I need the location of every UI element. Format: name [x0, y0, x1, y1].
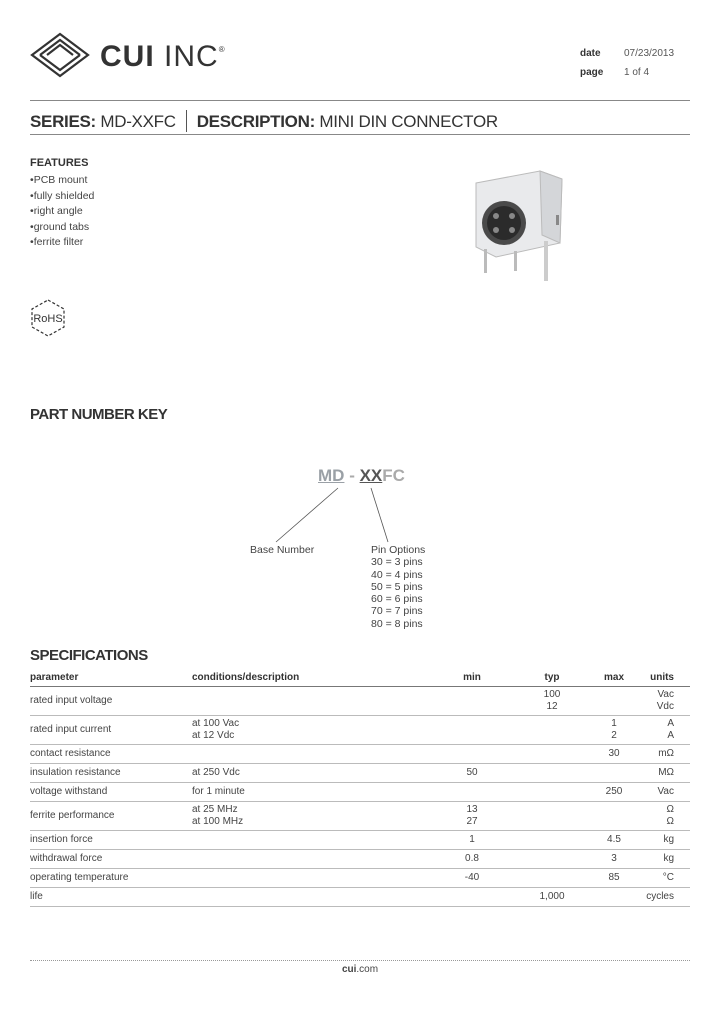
company-logo-text [100, 40, 226, 74]
feature-item: • fully shielded [30, 189, 94, 205]
spec-cell-parameter: contact resistance [30, 745, 192, 764]
spec-row [30, 687, 690, 716]
spec-cell-parameter: rated input current [30, 716, 192, 745]
spec-cell-conditions [192, 687, 422, 716]
footer-divider [30, 960, 690, 961]
spec-cell-typ: 100 12 [522, 687, 582, 716]
spec-cell-min: 13 27 [422, 802, 522, 831]
pin-leader-line [371, 488, 388, 542]
date-value: 07/23/2013 [624, 48, 675, 59]
col-min: min [422, 668, 522, 687]
spec-cell-min [422, 745, 522, 764]
spec-cell-conditions: at 25 MHz at 100 MHz [192, 802, 422, 831]
spec-cell-min: 50 [422, 764, 522, 783]
footer-rest: .com [356, 964, 379, 975]
description-label: DESCRIPTION: [196, 112, 315, 131]
part-fc: FC [382, 466, 405, 485]
spec-cell-conditions: for 1 minute [192, 783, 422, 802]
spec-cell-max [582, 764, 646, 783]
spec-cell-min [422, 687, 522, 716]
spec-body [30, 687, 690, 907]
spec-cell-max [582, 888, 646, 907]
spec-cell-min: 0.8 [422, 850, 522, 869]
spec-cell-conditions [192, 888, 422, 907]
part-number-example [318, 466, 405, 486]
spec-cell-parameter: withdrawal force [30, 850, 192, 869]
spec-row [30, 764, 690, 783]
spec-row [30, 745, 690, 764]
spec-cell-typ [522, 764, 582, 783]
rohs-label: RoHS [33, 313, 63, 325]
specifications-table [30, 668, 690, 907]
spec-cell-max: 30 [582, 745, 646, 764]
spec-cell-parameter: operating temperature [30, 869, 192, 888]
col-max: max [582, 668, 646, 687]
spec-cell-max: 3 [582, 850, 646, 869]
col-parameter: parameter [30, 668, 192, 687]
rohs-badge-icon [28, 298, 68, 338]
spec-cell-units: Ω Ω [646, 802, 690, 831]
spec-cell-units: A A [646, 716, 690, 745]
pin-option: 40 = 4 pins [371, 568, 423, 581]
spec-cell-max: 250 [582, 783, 646, 802]
feature-item: • ground tabs [30, 220, 94, 236]
spec-cell-typ [522, 850, 582, 869]
spec-cell-units: kg [646, 831, 690, 850]
spec-cell-parameter: rated input voltage [30, 687, 192, 716]
pin-option: 80 = 8 pins [371, 617, 423, 630]
spec-row [30, 869, 690, 888]
features-section [30, 157, 94, 251]
spec-cell-min [422, 783, 522, 802]
col-typ: typ [522, 668, 582, 687]
spec-cell-parameter: ferrite performance [30, 802, 192, 831]
spec-cell-conditions: at 100 Vac at 12 Vdc [192, 716, 422, 745]
spec-cell-max [582, 687, 646, 716]
header-rule-top [30, 100, 690, 101]
pin-options-heading: Pin Options [371, 544, 426, 556]
spec-cell-units: mΩ [646, 745, 690, 764]
spec-cell-typ [522, 869, 582, 888]
pin-option: 60 = 6 pins [371, 593, 423, 606]
pin-option: 30 = 3 pins [371, 556, 423, 569]
spec-cell-units: Vac Vdc [646, 687, 690, 716]
base-number-label: Base Number [250, 544, 315, 556]
spec-cell-parameter: insertion force [30, 831, 192, 850]
pin-option: 70 = 7 pins [371, 605, 423, 618]
spec-cell-max: 4.5 [582, 831, 646, 850]
spec-cell-units: Vac [646, 783, 690, 802]
logo-bold: CUI [100, 40, 155, 73]
feature-item: • PCB mount [30, 173, 94, 189]
spec-cell-max: 85 [582, 869, 646, 888]
spec-cell-typ [522, 802, 582, 831]
spec-cell-min: 1 [422, 831, 522, 850]
spec-cell-units: °C [646, 869, 690, 888]
pin-options-block [371, 544, 425, 630]
spec-cell-units: MΩ [646, 764, 690, 783]
series-label: SERIES: [30, 112, 96, 131]
spec-cell-min [422, 888, 522, 907]
features-heading: FEATURES [30, 157, 89, 169]
registered-mark: ® [218, 45, 226, 54]
spec-row [30, 802, 690, 831]
spec-cell-max: 1 2 [582, 716, 646, 745]
spec-cell-units: kg [646, 850, 690, 869]
spec-cell-conditions [192, 850, 422, 869]
footer-bold: cui [341, 964, 357, 975]
series-value: MD-XXFC [100, 112, 176, 131]
spec-cell-typ [522, 831, 582, 850]
features-list [30, 173, 94, 251]
part-md: MD [318, 466, 345, 485]
col-conditions: conditions/description [192, 668, 422, 687]
spec-row [30, 716, 690, 745]
page-label: page [580, 67, 604, 78]
pin-option: 50 = 5 pins [371, 580, 423, 593]
col-units: units [646, 668, 690, 687]
spec-cell-typ [522, 745, 582, 764]
spec-header-row [30, 668, 690, 687]
spec-row [30, 783, 690, 802]
spec-cell-conditions: at 250 Vdc [192, 764, 422, 783]
part-xx: XX [359, 466, 383, 485]
spec-cell-max [582, 802, 646, 831]
spec-cell-typ [522, 716, 582, 745]
part-dash: - [349, 466, 355, 485]
spec-cell-min: -40 [422, 869, 522, 888]
feature-item: • right angle [30, 204, 94, 220]
spec-cell-typ: 1,000 [522, 888, 582, 907]
logo-thin: INC [164, 40, 219, 73]
specifications-heading: SPECIFICATIONS [30, 647, 148, 664]
spec-row [30, 888, 690, 907]
spec-cell-typ [522, 783, 582, 802]
spec-cell-conditions [192, 831, 422, 850]
footer-url [0, 964, 720, 975]
series-title [30, 110, 498, 132]
spec-cell-conditions [192, 869, 422, 888]
spec-cell-conditions [192, 745, 422, 764]
spec-cell-parameter: life [30, 888, 192, 907]
connector-product-image [470, 165, 580, 285]
title-divider [186, 110, 187, 132]
spec-cell-parameter: voltage withstand [30, 783, 192, 802]
date-label: date [580, 48, 601, 59]
header-rule-bottom [30, 134, 690, 135]
document-meta [580, 44, 682, 82]
page-value: 1 of 4 [624, 67, 650, 78]
feature-item: • ferrite filter [30, 235, 94, 251]
spec-row [30, 850, 690, 869]
spec-cell-units: cycles [646, 888, 690, 907]
spec-row [30, 831, 690, 850]
spec-cell-min [422, 716, 522, 745]
part-number-key-heading: PART NUMBER KEY [30, 406, 168, 423]
spec-cell-parameter: insulation resistance [30, 764, 192, 783]
base-leader-line [276, 488, 338, 542]
description-value: MINI DIN CONNECTOR [319, 112, 498, 131]
